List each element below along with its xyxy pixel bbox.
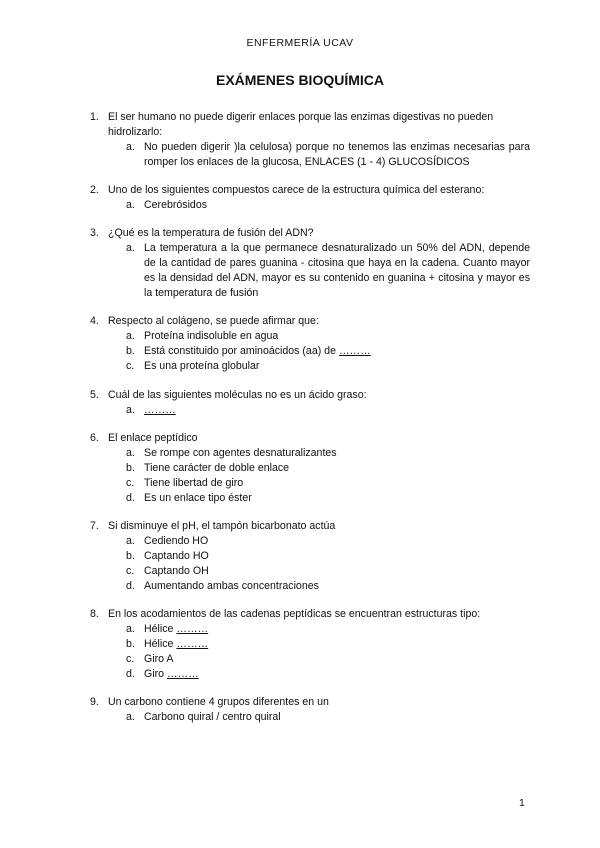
option-text: Hélice xyxy=(144,623,174,635)
answer-option xyxy=(126,344,530,359)
option-letter: a. xyxy=(126,242,135,254)
option-text: Es una proteína globular xyxy=(144,360,260,372)
answer-option xyxy=(126,622,530,637)
answer-option xyxy=(126,241,530,301)
page-header: ENFERMERÍA UCAV xyxy=(246,37,354,49)
option-letter: a. xyxy=(126,447,135,459)
answer-option xyxy=(126,564,530,579)
answer-option xyxy=(126,579,530,594)
question-6 xyxy=(90,431,530,506)
option-text: Giro xyxy=(144,668,165,680)
answer-option xyxy=(126,637,530,652)
blank-placeholder: ……… xyxy=(166,668,199,680)
blank-placeholder: ……… xyxy=(338,345,371,357)
question-text: Si disminuye el pH, el tampón bicarbonato actúa xyxy=(108,520,336,532)
blank-placeholder: ……… xyxy=(176,638,209,650)
option-letter: b. xyxy=(126,345,135,357)
option-text: Tiene libertad de giro xyxy=(144,477,244,489)
option-text: Aumentando ambas concentraciones xyxy=(144,580,319,592)
option-letter: b. xyxy=(126,462,135,474)
option-text: Cerebrósidos xyxy=(144,199,208,211)
question-number: 5. xyxy=(90,389,99,401)
question-text: Un carbono contiene 4 grupos diferentes en un xyxy=(108,696,329,708)
option-letter: d. xyxy=(126,580,135,592)
option-letter: c. xyxy=(126,477,135,489)
answer-option xyxy=(126,198,530,213)
question-text: Uno de los siguientes compuestos carece de la estructura química del esterano: xyxy=(108,184,485,196)
question-7 xyxy=(90,519,530,594)
answer-option xyxy=(126,140,530,170)
option-letter: a. xyxy=(126,711,135,723)
question-number: 1. xyxy=(90,111,99,123)
question-text: Cuál de las siguientes moléculas no es un ácido graso: xyxy=(108,389,367,401)
answer-option xyxy=(126,359,530,374)
answer-option xyxy=(126,491,530,506)
question-1 xyxy=(90,110,530,170)
blank-placeholder: ……… xyxy=(144,404,176,416)
question-3 xyxy=(90,226,530,301)
option-text: La temperatura a la que permanece desnaturalizado un 50% del ADN, depende de la cantidad de pares guanina - citosina que haya en la cadena. Cuanto mayor es la densidad del ADN, mayor es su contenido en guanina + citosina y mayor es la temperatura de fusión xyxy=(144,242,530,299)
answer-option xyxy=(126,461,530,476)
answer-option xyxy=(126,403,530,418)
option-letter: c. xyxy=(126,360,135,372)
question-8 xyxy=(90,607,530,682)
question-number: 2. xyxy=(90,184,99,196)
question-9 xyxy=(90,695,530,725)
answer-option xyxy=(126,549,530,564)
option-letter: c. xyxy=(126,565,135,577)
answer-option xyxy=(126,710,530,725)
answer-option xyxy=(126,329,530,344)
option-text: Proteína indisoluble en agua xyxy=(144,330,279,342)
option-text: Es un enlace tipo éster xyxy=(144,492,252,504)
answer-option xyxy=(126,667,530,682)
question-text: El enlace peptídico xyxy=(108,432,198,444)
option-letter: b. xyxy=(126,550,135,562)
answer-option xyxy=(126,446,530,461)
question-number: 8. xyxy=(90,608,99,620)
option-text: No pueden digerir )la celulosa) porque no tenemos las enzimas necesarias para romper los enlaces de la glucosa, ENLACES (1 - 4) GLUCOSÍDICOS xyxy=(144,141,530,168)
option-text: Tiene carácter de doble enlace xyxy=(144,462,290,474)
page-number: 1 xyxy=(519,797,525,809)
option-letter: b. xyxy=(126,638,135,650)
question-number: 4. xyxy=(90,315,99,327)
option-letter: a. xyxy=(126,404,135,416)
option-letter: a. xyxy=(126,199,135,211)
option-text: Cediendo HO xyxy=(144,535,209,547)
document-title: EXÁMENES BIOQUÍMICA xyxy=(215,72,384,88)
question-number: 7. xyxy=(90,520,99,532)
question-5 xyxy=(90,388,530,418)
question-number: 3. xyxy=(90,227,99,239)
answer-option xyxy=(126,476,530,491)
option-text: Giro A xyxy=(144,653,174,665)
option-letter: d. xyxy=(126,668,135,680)
question-number: 9. xyxy=(90,696,99,708)
question-text: ¿Qué es la temperatura de fusión del ADN? xyxy=(108,227,314,239)
option-text: Está constituido por aminoácidos (aa) de xyxy=(144,345,336,357)
option-text: Captando HO xyxy=(144,550,209,562)
question-text: Respecto al colágeno, se puede afirmar que: xyxy=(108,315,319,327)
question-2 xyxy=(90,183,530,213)
option-letter: a. xyxy=(126,623,135,635)
option-letter: a. xyxy=(126,535,135,547)
option-letter: a. xyxy=(126,141,135,153)
option-text: Se rompe con agentes desnaturalizantes xyxy=(144,447,337,459)
question-text: En los acodamientos de las cadenas peptídicas se encuentran estructuras tipo: xyxy=(108,608,481,620)
answer-option xyxy=(126,534,530,549)
option-text: Carbono quiral / centro quiral xyxy=(144,711,281,723)
option-text: Captando OH xyxy=(144,565,209,577)
question-number: 6. xyxy=(90,432,99,444)
option-letter: d. xyxy=(126,492,135,504)
option-letter: a. xyxy=(126,330,135,342)
question-text: El ser humano no puede digerir enlaces porque las enzimas digestivas no pueden hidrolizarlo: xyxy=(108,111,494,138)
answer-option xyxy=(126,652,530,667)
option-letter: c. xyxy=(126,653,135,665)
question-4 xyxy=(90,314,530,374)
option-text: Hélice xyxy=(144,638,174,650)
blank-placeholder: ……… xyxy=(176,623,209,635)
